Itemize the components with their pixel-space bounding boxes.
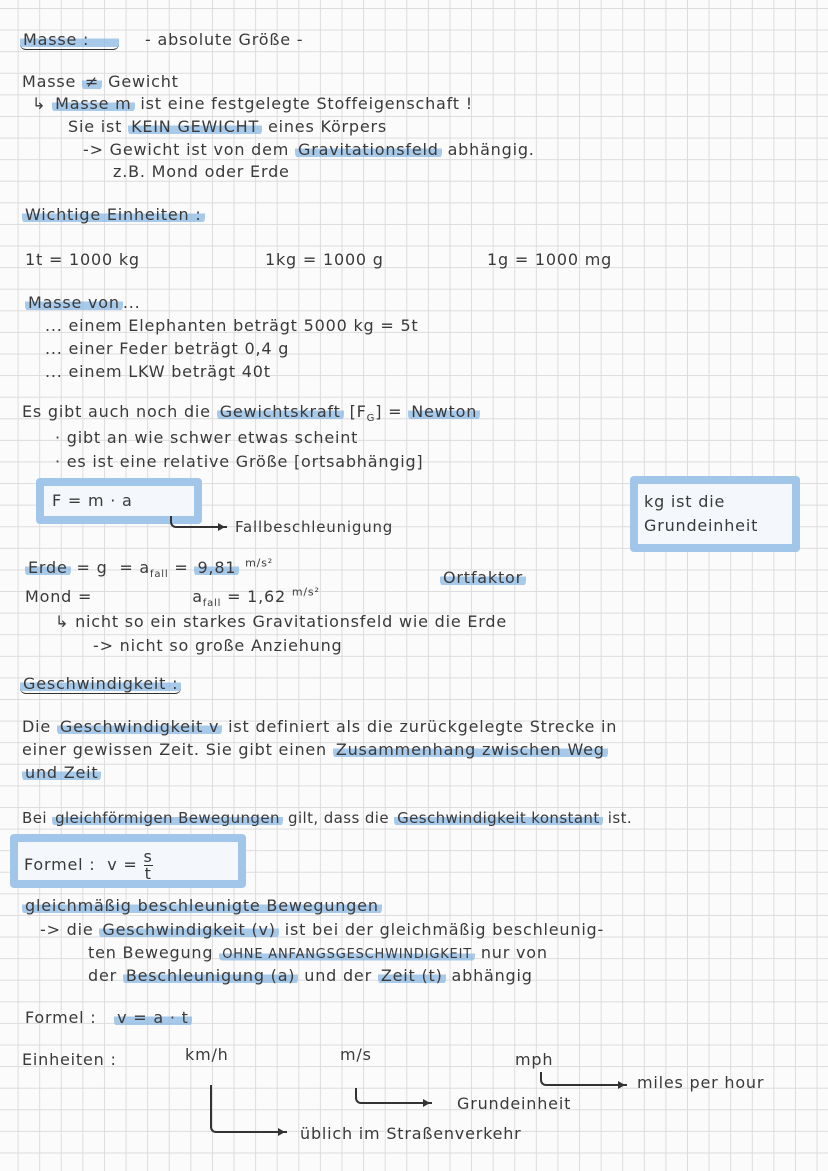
text: -> die [40, 920, 94, 939]
text: -> Gewicht ist von dem [83, 140, 290, 159]
text: Gewicht [108, 72, 179, 91]
text: einer gewissen Zeit. Sie gibt einen [22, 740, 327, 759]
text: gleichmäßig beschleunigte Bewegungen [22, 896, 382, 915]
text: ist definiert als die zurückgelegte Strecke in [228, 717, 618, 736]
unit: km/h [185, 1045, 229, 1064]
text: Ortfaktor [440, 568, 526, 587]
heading-masse-von [25, 293, 140, 313]
text: = 1,62 [227, 587, 287, 606]
unit: m/s [340, 1045, 372, 1064]
text: eines Körpers [267, 117, 388, 136]
text: = a [119, 558, 151, 577]
line: z.B. Mond oder Erde [113, 162, 290, 181]
text: Masse [22, 72, 77, 91]
heading-text: Masse : [20, 30, 119, 50]
text: Erde [25, 558, 71, 577]
text: nur von [480, 943, 548, 962]
line [68, 117, 387, 137]
text: Bei [22, 809, 47, 827]
line [25, 585, 320, 610]
text: ist. [607, 809, 633, 827]
line [22, 72, 179, 92]
text: Geschwindigkeit v [57, 717, 222, 736]
line [22, 740, 608, 760]
arrow-icon [170, 516, 227, 528]
unit: mph [515, 1050, 554, 1069]
arrow-label: Fallbeschleunigung [235, 518, 394, 536]
line: ↳ nicht so ein starkes Gravitationsfeld wie die Erde [55, 612, 507, 631]
text: Grundeinheit [644, 516, 759, 535]
text: kg ist die [644, 492, 726, 511]
arrow-icon [355, 1088, 432, 1104]
text: = [174, 558, 189, 577]
text: und der [304, 966, 372, 985]
bullet: · es ist eine relative Größe [ortsabhängig] [55, 452, 424, 471]
bullet: · gibt an wie schwer etwas scheint [55, 428, 359, 447]
line [22, 808, 632, 828]
text: G [366, 413, 376, 425]
formula: v = a · t [114, 1008, 192, 1027]
formula-box [10, 834, 246, 888]
text: Formel : [24, 855, 96, 874]
unit-equation: 1t = 1000 kg [25, 250, 140, 269]
list-item: ... einem LKW beträgt 40t [45, 362, 271, 381]
text: ... [122, 293, 141, 312]
text: s [143, 847, 153, 866]
text: Masse von [25, 293, 123, 312]
text: KEIN GEWICHT [128, 117, 262, 136]
text: 9,81 [194, 558, 239, 577]
text: Zusammenhang zwischen Weg [333, 740, 608, 759]
subheading [22, 896, 382, 916]
text: Die [22, 717, 52, 736]
text: m/s² [291, 585, 320, 599]
text: der [88, 966, 117, 985]
unit-equation: 1kg = 1000 g [265, 250, 384, 269]
line [22, 717, 617, 737]
text: gilt, dass die [288, 809, 389, 827]
text: = g [76, 558, 108, 577]
text: a [192, 587, 203, 606]
line [40, 920, 604, 940]
text: ≠ [82, 72, 102, 91]
heading-geschwindigkeit [20, 674, 181, 694]
formula [24, 849, 153, 882]
text: abhängig. [447, 140, 535, 159]
arrow-icon: ↳ [32, 94, 47, 113]
units-label: Einheiten : [22, 1050, 117, 1069]
list-item: ... einer Feder beträgt 0,4 g [45, 339, 290, 358]
text: t [144, 864, 152, 883]
text: ist eine festgelegte Stoffeigenschaft ! [140, 94, 473, 113]
unit-description: miles per hour [637, 1073, 765, 1092]
text: fall [150, 569, 169, 581]
arrow-icon [210, 1085, 287, 1133]
text: Newton [408, 402, 480, 421]
text: Formel : [25, 1008, 97, 1027]
line [83, 140, 535, 160]
line [88, 943, 548, 965]
text: Es gibt auch noch die [22, 402, 211, 421]
line [22, 402, 480, 425]
text: Gravitationsfeld [295, 140, 442, 159]
heading-einheiten [22, 205, 205, 225]
text: gleichförmigen Bewegungen [52, 809, 283, 827]
text: ] = [375, 402, 403, 421]
text: Geschwindigkeit konstant [394, 809, 602, 827]
text: [F [349, 402, 367, 421]
text: Masse m [52, 94, 134, 113]
label [440, 568, 526, 588]
text: Zeit (t) [378, 966, 446, 985]
text: Geschwindigkeit : [20, 674, 181, 694]
text: Mond = [25, 587, 93, 606]
arrow-icon [540, 1072, 627, 1086]
text: ten Bewegung [88, 943, 214, 962]
line [32, 94, 473, 114]
unit-equation: 1g = 1000 mg [487, 250, 613, 269]
subtitle: - absolute Größe - [145, 30, 304, 49]
line [22, 763, 101, 783]
text: OHNE ANFANGSGESCHWINDIGKEIT [219, 947, 475, 962]
text: und Zeit [22, 763, 101, 782]
list-item: ... einem Elephanten beträgt 5000 kg = 5t [45, 316, 419, 335]
note-box [630, 476, 800, 552]
unit-description: üblich im Straßenverkehr [300, 1124, 522, 1143]
formula: F = m · a [52, 491, 133, 510]
line [25, 556, 273, 581]
heading-masse [20, 30, 119, 50]
text: abhängig [451, 966, 533, 985]
text: ist bei der gleichmäßig beschleunig- [284, 920, 605, 939]
line [88, 966, 533, 986]
text: Gewichtskraft [217, 402, 344, 421]
text: Beschleunigung (a) [123, 966, 298, 985]
text: m/s² [245, 556, 273, 570]
text: fall [202, 598, 222, 610]
text: Geschwindigkeit (v) [99, 920, 278, 939]
text: Wichtige Einheiten : [22, 205, 205, 224]
text: Sie ist [68, 117, 123, 136]
line: -> nicht so große Anziehung [93, 636, 343, 655]
line [25, 1008, 192, 1028]
text: v = [107, 855, 138, 874]
fraction [144, 849, 153, 882]
unit-description: Grundeinheit [457, 1094, 572, 1113]
